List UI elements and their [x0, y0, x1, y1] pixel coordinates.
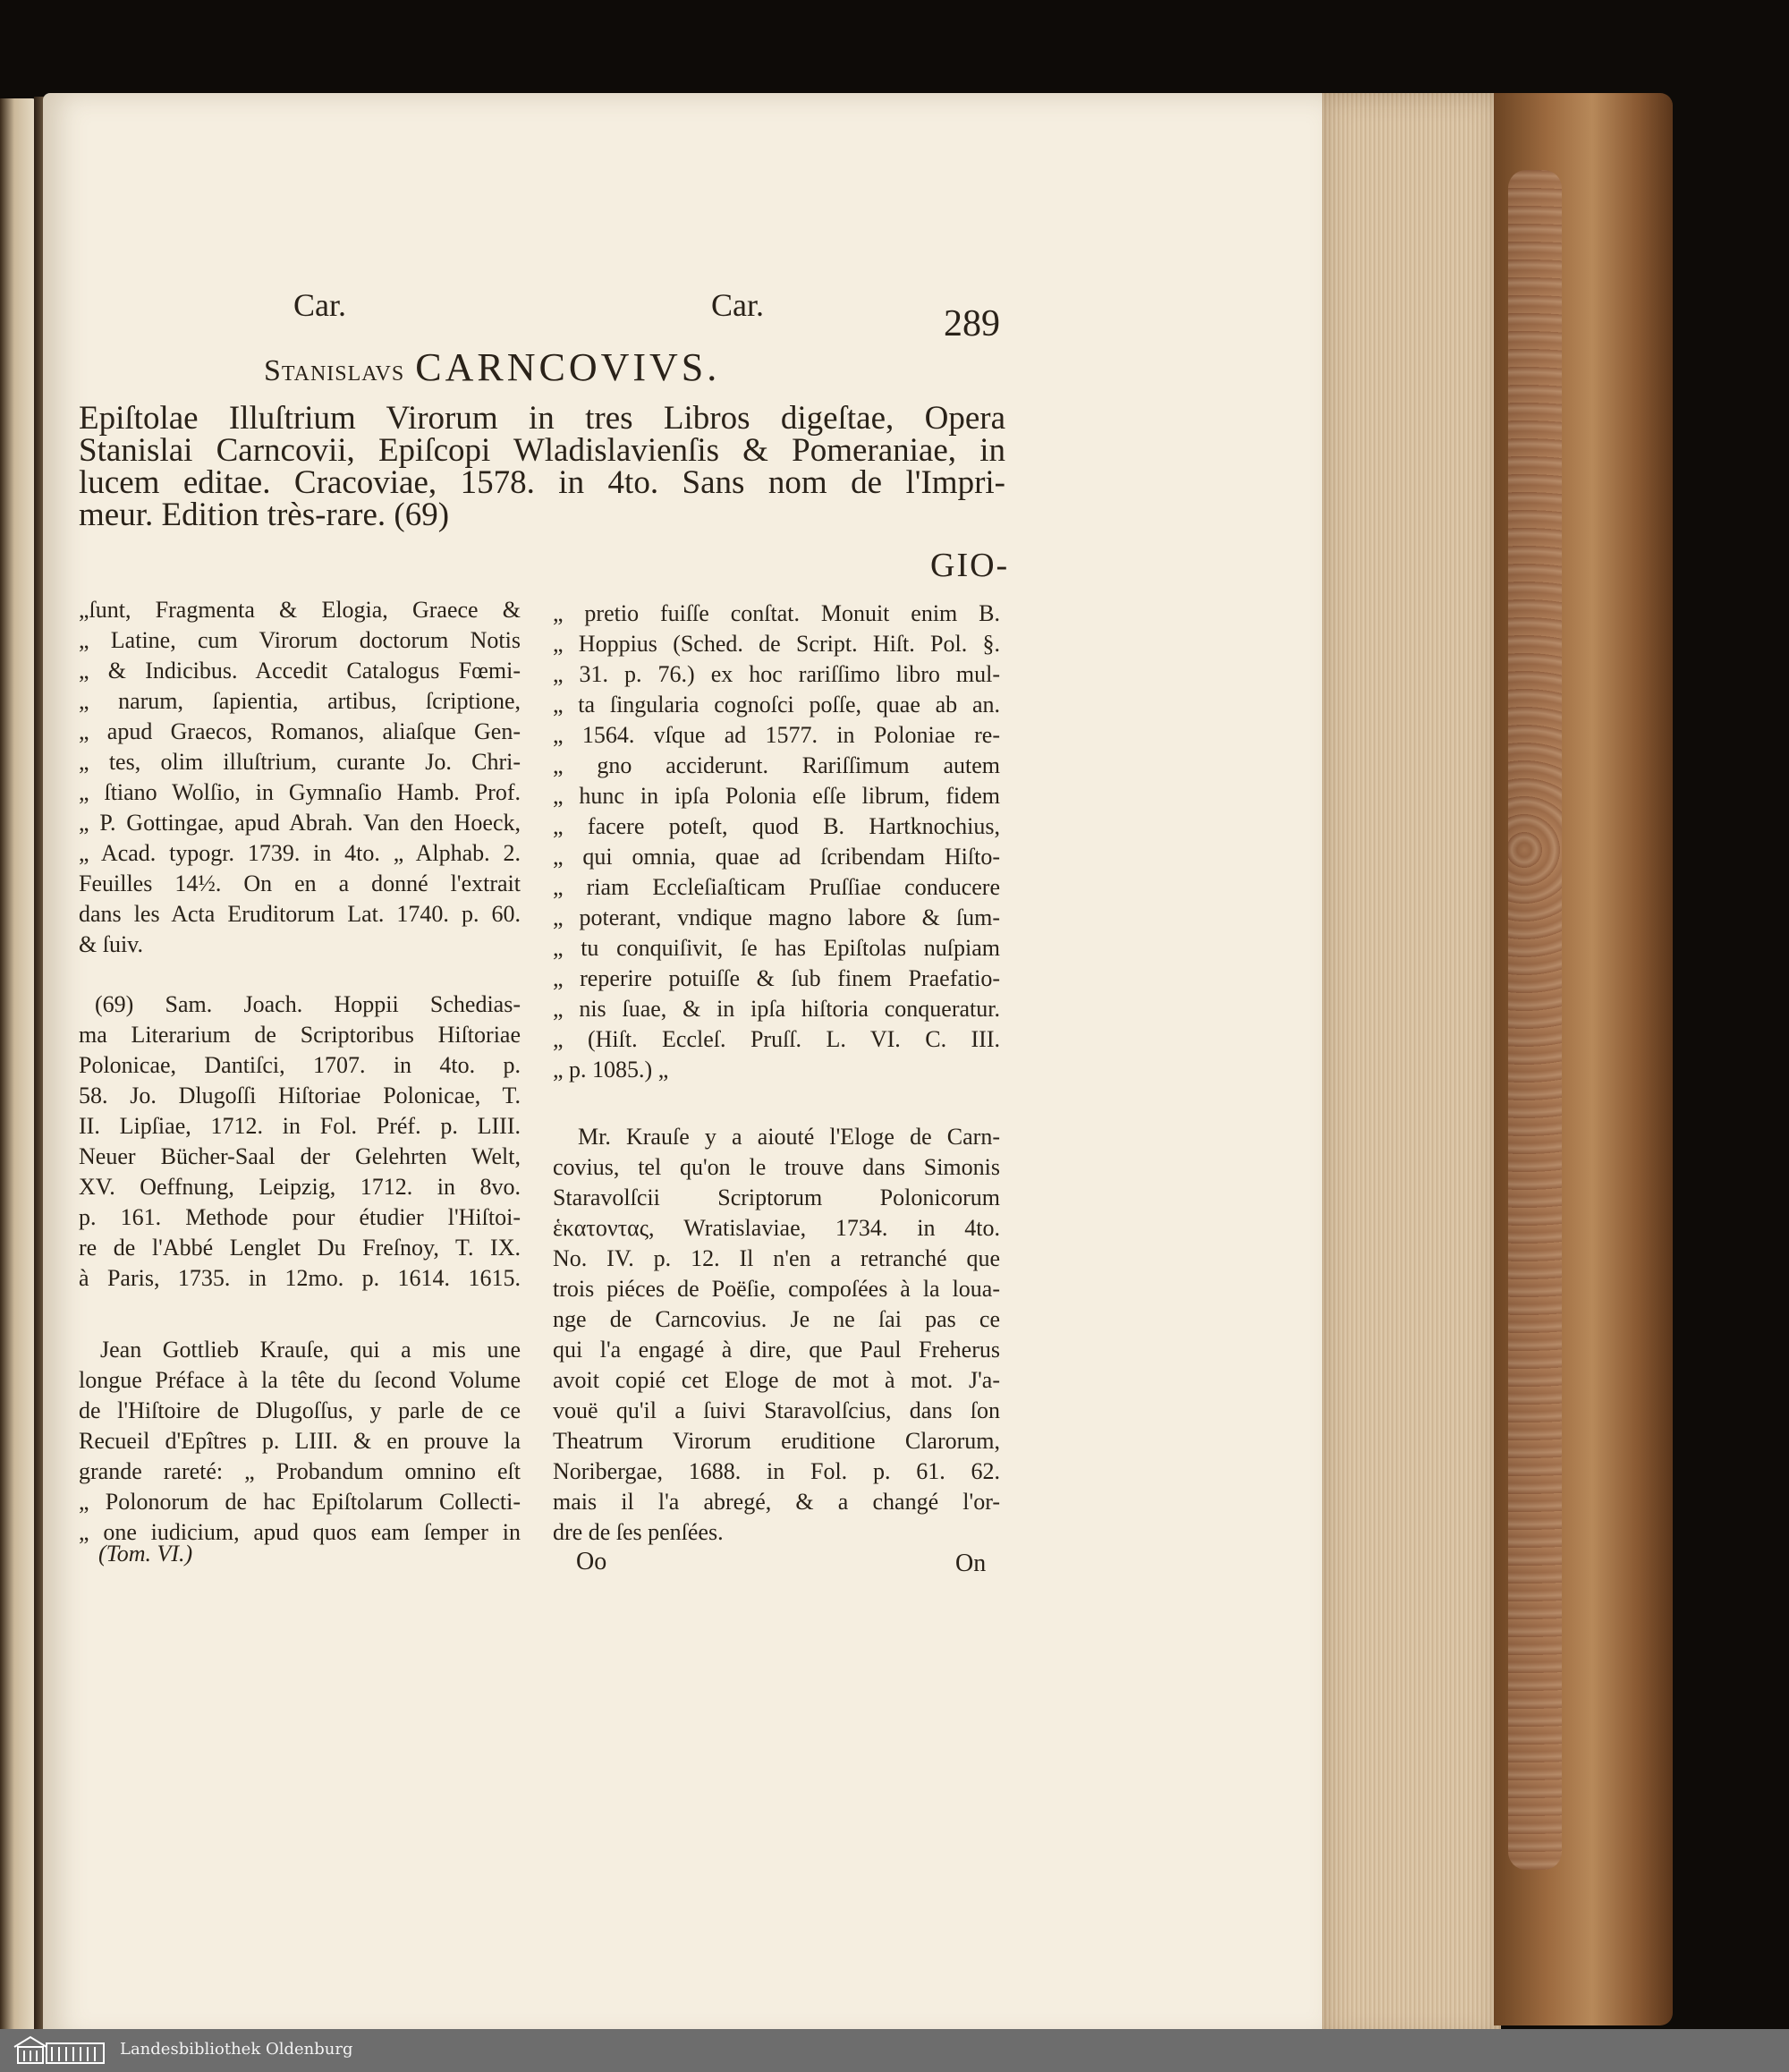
text-line: „ facere poteſt, quod B. Hartknochius, [553, 813, 1000, 839]
text-line: „ 31. p. 76.) ex hoc rariſſimo libro mul- [553, 661, 1000, 687]
text-line: 58. Jo. Dlugoſſi Hiſtoriae Polonicae, T. [79, 1083, 521, 1108]
text-line: „ſunt, Fragmenta & Elogia, Graece & [79, 597, 521, 623]
text-line: ma Literarium de Scriptoribus Hiſtoriae [79, 1022, 521, 1048]
right-column-quote [553, 599, 1000, 1085]
text-line: Neuer Bücher-Saal der Gelehrten Welt, [79, 1143, 521, 1169]
text-line: „ ſtiano Wolſio, in Gymnaſio Hamb. Prof. [79, 779, 521, 805]
text-line: Polonicae, Dantiſci, 1707. in 4to. p. [79, 1052, 521, 1078]
text-line: „ one iudicium, apud quos eam ſemper in [79, 1519, 521, 1545]
text-line: (69) Sam. Joach. Hoppii Schedias- [95, 991, 521, 1017]
text-line: „ hunc in ipſa Polonia eſſe librum, fidem [553, 783, 1000, 809]
volume-mark: (Tom. VI.) [98, 1541, 193, 1567]
text-line: Mr. Krauſe y a aiouté l'Eloge de Carn- [578, 1124, 1000, 1150]
text-line: trois piéces de Poëſie, compoſées à la loua- [553, 1276, 1000, 1302]
text-line: à Paris, 1735. in 12mo. p. 1614. 1615. [79, 1265, 521, 1291]
text-line: „ tu conquiſivit, ſe has Epiſtolas nuſpiam [553, 935, 1000, 961]
text-line: „ Acad. typogr. 1739. in 4to. „ Alphab. 2. [79, 840, 521, 866]
text-line: Recueil d'Epîtres p. LIII. & en prouve la [79, 1428, 521, 1454]
catchword-bottom: On [955, 1550, 987, 1577]
intro-paragraph [79, 400, 1005, 533]
text-line: Noribergae, 1688. in Fol. p. 61. 62. [553, 1458, 1000, 1484]
text-line: & ſuiv. [79, 931, 143, 957]
left-column-krause [79, 1335, 521, 1548]
text-line: „ apud Graecos, Romanos, aliaſque Gen- [79, 718, 521, 744]
running-head-left: Car. [293, 287, 346, 323]
text-line: ἑκατοντας, Wratislaviae, 1734. in 4to. [553, 1215, 1000, 1241]
intro-line: meur. Edition très-rare. (69) [79, 497, 450, 533]
text-line: „ reperire potuiſſe & ſub finem Praefatio- [553, 965, 1000, 991]
text-line: XV. Oeffnung, Leipzig, 1712. in 8vo. [79, 1174, 521, 1200]
title-first-name: Stanislavs [264, 354, 405, 387]
intro-line: Stanislai Carncovii, Epiſcopi Wladislavienſis & Pomeraniae, in [79, 432, 1005, 469]
left-page-edge [0, 98, 36, 2040]
text-line: de l'Hiſtoire de Dlugoſſus, y parle de ce [79, 1397, 521, 1423]
text-line: mais il l'a abregé, & a changé l'or- [553, 1489, 1000, 1515]
text-line: „ poterant, vndique magno labore & ſum- [553, 904, 1000, 930]
library-building-icon [13, 2034, 107, 2067]
entry-title [264, 344, 720, 390]
footnote-69 [79, 989, 521, 1294]
text-line: Staravolſcii Scriptorum Polonicorum [553, 1185, 1000, 1210]
intro-line: lucem editae. Cracoviae, 1578. in 4to. Sans nom de l'Impri- [79, 464, 1005, 501]
text-line: II. Lipſiae, 1712. in Fol. Préf. p. LIII. [79, 1113, 521, 1139]
text-line: „ pretio fuiſſe conſtat. Monuit enim B. [553, 600, 1000, 626]
text-line: dans les Acta Eruditorum Lat. 1740. p. 60. [79, 901, 521, 927]
text-line: „ P. Gottingae, apud Abrah. Van den Hoeck, [79, 810, 521, 836]
text-line: re de l'Abbé Lenglet Du Freſnoy, T. IX. [79, 1235, 521, 1261]
text-line: longue Préface à la tête du ſecond Volume [79, 1367, 521, 1393]
page-number: 289 [944, 303, 1000, 344]
text-line: vouë qu'il a ſuivi Staravolſcius, dans ſon [553, 1397, 1000, 1423]
left-column-quote [79, 595, 521, 960]
text-line: Feuilles 14½. On en a donné l'extrait [79, 870, 521, 896]
text-line: „ 1564. vſque ad 1577. in Poloniae re- [553, 722, 1000, 748]
text-line: „ Polonorum de hac Epiſtolarum Collecti- [79, 1489, 521, 1515]
text-line: „ Hoppius (Sched. de Script. Hiſt. Pol. §. [553, 631, 1000, 657]
text-line: „ Latine, cum Virorum doctorum Notis [79, 627, 521, 653]
text-line: dre de ſes penſées. [553, 1519, 724, 1545]
text-line: nge de Carncovius. Je ne ſai pas ce [553, 1306, 1000, 1332]
text-line: qui l'a engagé à dire, que Paul Freherus [553, 1337, 1000, 1363]
text-line: Theatrum Virorum eruditione Clarorum, [553, 1428, 1000, 1454]
text-line: „ tes, olim illuſtrium, curante Jo. Chri- [79, 749, 521, 775]
text-line: covius, tel qu'on le trouve dans Simonis [553, 1154, 1000, 1180]
text-line: „ gno acciderunt. Rariſſimum autem [553, 752, 1000, 778]
text-line: No. IV. p. 12. Il n'en a retranché que [553, 1245, 1000, 1271]
marbled-edge [1508, 170, 1562, 1870]
text-line: grande rareté: „ Probandum omnino eſt [79, 1458, 521, 1484]
text-line: „ narum, ſapientia, artibus, ſcriptione, [79, 688, 521, 714]
page-edges [1322, 93, 1501, 2042]
text-line: „ ta ſingularia cognoſci poſſe, quae ab an. [553, 692, 1000, 718]
signature-mark: Oo [576, 1548, 607, 1575]
text-line: „ p. 1085.) „ [553, 1057, 669, 1083]
text-line: avoit copié cet Eloge de mot à mot. J'a- [553, 1367, 1000, 1393]
text-line: p. 161. Methode pour étudier l'Hiſtoi- [79, 1204, 521, 1230]
title-surname: CARNCOVIVS. [415, 345, 721, 389]
library-name: Landesbibliothek Oldenburg [120, 2040, 353, 2059]
text-line: „ nis ſuae, & in ipſa hiſtoria conqueratur. [553, 996, 1000, 1022]
text-line: „ riam Eccleſiaſticam Pruſſiae conducere [553, 874, 1000, 900]
intro-line: Epiſtolae Illuſtrium Virorum in tres Libros digeſtae, Opera [79, 400, 1005, 437]
text-line: Jean Gottlieb Krauſe, qui a mis une [100, 1337, 521, 1363]
text-line: „ qui omnia, quae ad ſcribendam Hiſto- [553, 844, 1000, 870]
text-line: „ (Hiſt. Eccleſ. Pruſſ. L. VI. C. III. [553, 1026, 1000, 1052]
right-column-eloge [553, 1122, 1000, 1548]
running-head-center: Car. [711, 287, 764, 323]
text-line: „ & Indicibus. Accedit Catalogus Fœmi- [79, 658, 521, 684]
catchword-top: GIO- [930, 547, 1010, 584]
